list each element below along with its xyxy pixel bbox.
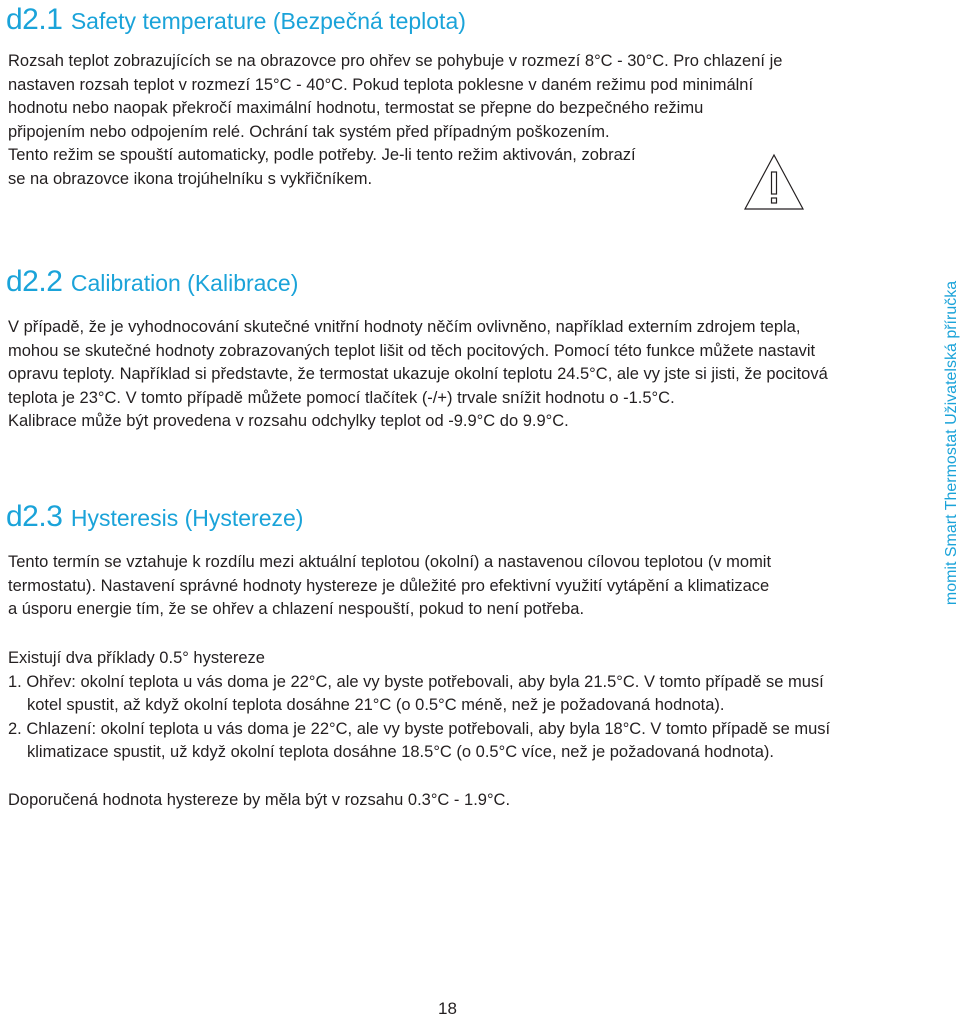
body-line: a úsporu energie tím, že se ohřev a chlazení nespouští, pokud to není potřeba. <box>8 600 585 618</box>
body-line: teplota je 23°C. V tomto případě můžete pomocí tlačítek (-/+) trvale snížit hodnotu o -1.5°C. <box>8 388 675 407</box>
section-number: d2.1 <box>6 3 63 36</box>
body-line: Tento režim se spouští automaticky, podle potřeby. Je-li tento režim aktivován, zobrazí <box>8 146 636 164</box>
example-line: kotel spustit, až když okolní teplota dosáhne 21°C (o 0.5°C méně, než je požadovaná hodnota). <box>27 696 725 714</box>
body-line: Kalibrace může být provedena v rozsahu odchylky teplot od -9.9°C do 9.9°C. <box>8 412 569 430</box>
body-line: opravu teploty. Například si představte, že termostat ukazuje okolní teplotu 24.5°C, ale vy jste si jisti, že pocitová <box>8 365 828 383</box>
body-line: V případě, že je vyhodnocování skutečné vnitřní hodnoty něčím ovlivněno, například externím zdrojem tepla, <box>8 318 801 336</box>
body-line: připojením nebo odpojením relé. Ochrání tak systém před případným poškozením. <box>8 122 610 141</box>
warning-triangle-icon <box>743 153 805 211</box>
section-number: d2.3 <box>6 500 63 533</box>
examples-intro: Existují dva příklady 0.5° hystereze <box>8 649 265 667</box>
example-item-cooling <box>8 718 830 765</box>
example-line: 1. Ohřev: okolní teplota u vás doma je 22°C, ale vy byste potřebovali, aby byla 21.5°C. V tomto případě se musí <box>8 672 824 691</box>
examples-block <box>8 647 830 765</box>
section-heading-d22 <box>6 265 298 299</box>
section-heading-d21 <box>6 3 466 37</box>
body-line: se na obrazovce ikona trojúhelníku s vykřičníkem. <box>8 169 373 188</box>
sidebar-document-title: momit Smart Thermostat Uživatelská příručka <box>943 280 960 606</box>
body-line: termostatu). Nastavení správné hodnoty hystereze je důležité pro efektivní využití vytápění a klimatizace <box>8 576 770 595</box>
section-body-d21 <box>8 50 782 191</box>
section-title: Hysteresis (Hystereze) <box>70 505 304 531</box>
example-item-heating <box>8 671 830 718</box>
recommendation-text <box>8 789 510 813</box>
body-line: hodnotu nebo naopak překročí maximální hodnotu, termostat se přepne do bezpečného režimu <box>8 99 704 117</box>
body-line: nastaven rozsah teplot v rozmezí 15°C - 40°C. Pokud teplota poklesne v daném režimu pod minimální <box>8 75 754 94</box>
recommendation-line: Doporučená hodnota hystereze by měla být v rozsahu 0.3°C - 1.9°C. <box>8 791 511 809</box>
section-title: Safety temperature (Bezpečná teplota) <box>70 8 466 34</box>
body-line: mohou se skutečné hodnoty zobrazovaných teplot lišit od těch pocitových. Pomocí této funkce můžete nastavit <box>8 341 816 360</box>
section-title: Calibration (Kalibrace) <box>70 270 299 296</box>
page-number: 18 <box>438 999 457 1018</box>
section-body-d22 <box>8 316 828 434</box>
example-line: 2. Chlazení: okolní teplota u vás doma je 22°C, ale vy byste potřebovali, aby byla 18°C. V tomto případě se musí <box>8 719 831 738</box>
section-number: d2.2 <box>6 265 63 298</box>
section-heading-d23 <box>6 500 303 534</box>
body-line: Rozsah teplot zobrazujících se na obrazovce pro ohřev se pohybuje v rozmezí 8°C - 30°C. Pro chlazení je <box>8 52 783 70</box>
body-line: Tento termín se vztahuje k rozdílu mezi aktuální teplotou (okolní) a nastavenou cílovou teplotou (v momit <box>8 553 772 571</box>
section-body-d23 <box>8 551 771 622</box>
example-line: klimatizace spustit, už když okolní teplota dosáhne 18.5°C (o 0.5°C více, než je požadovaná hodnota). <box>27 743 774 761</box>
